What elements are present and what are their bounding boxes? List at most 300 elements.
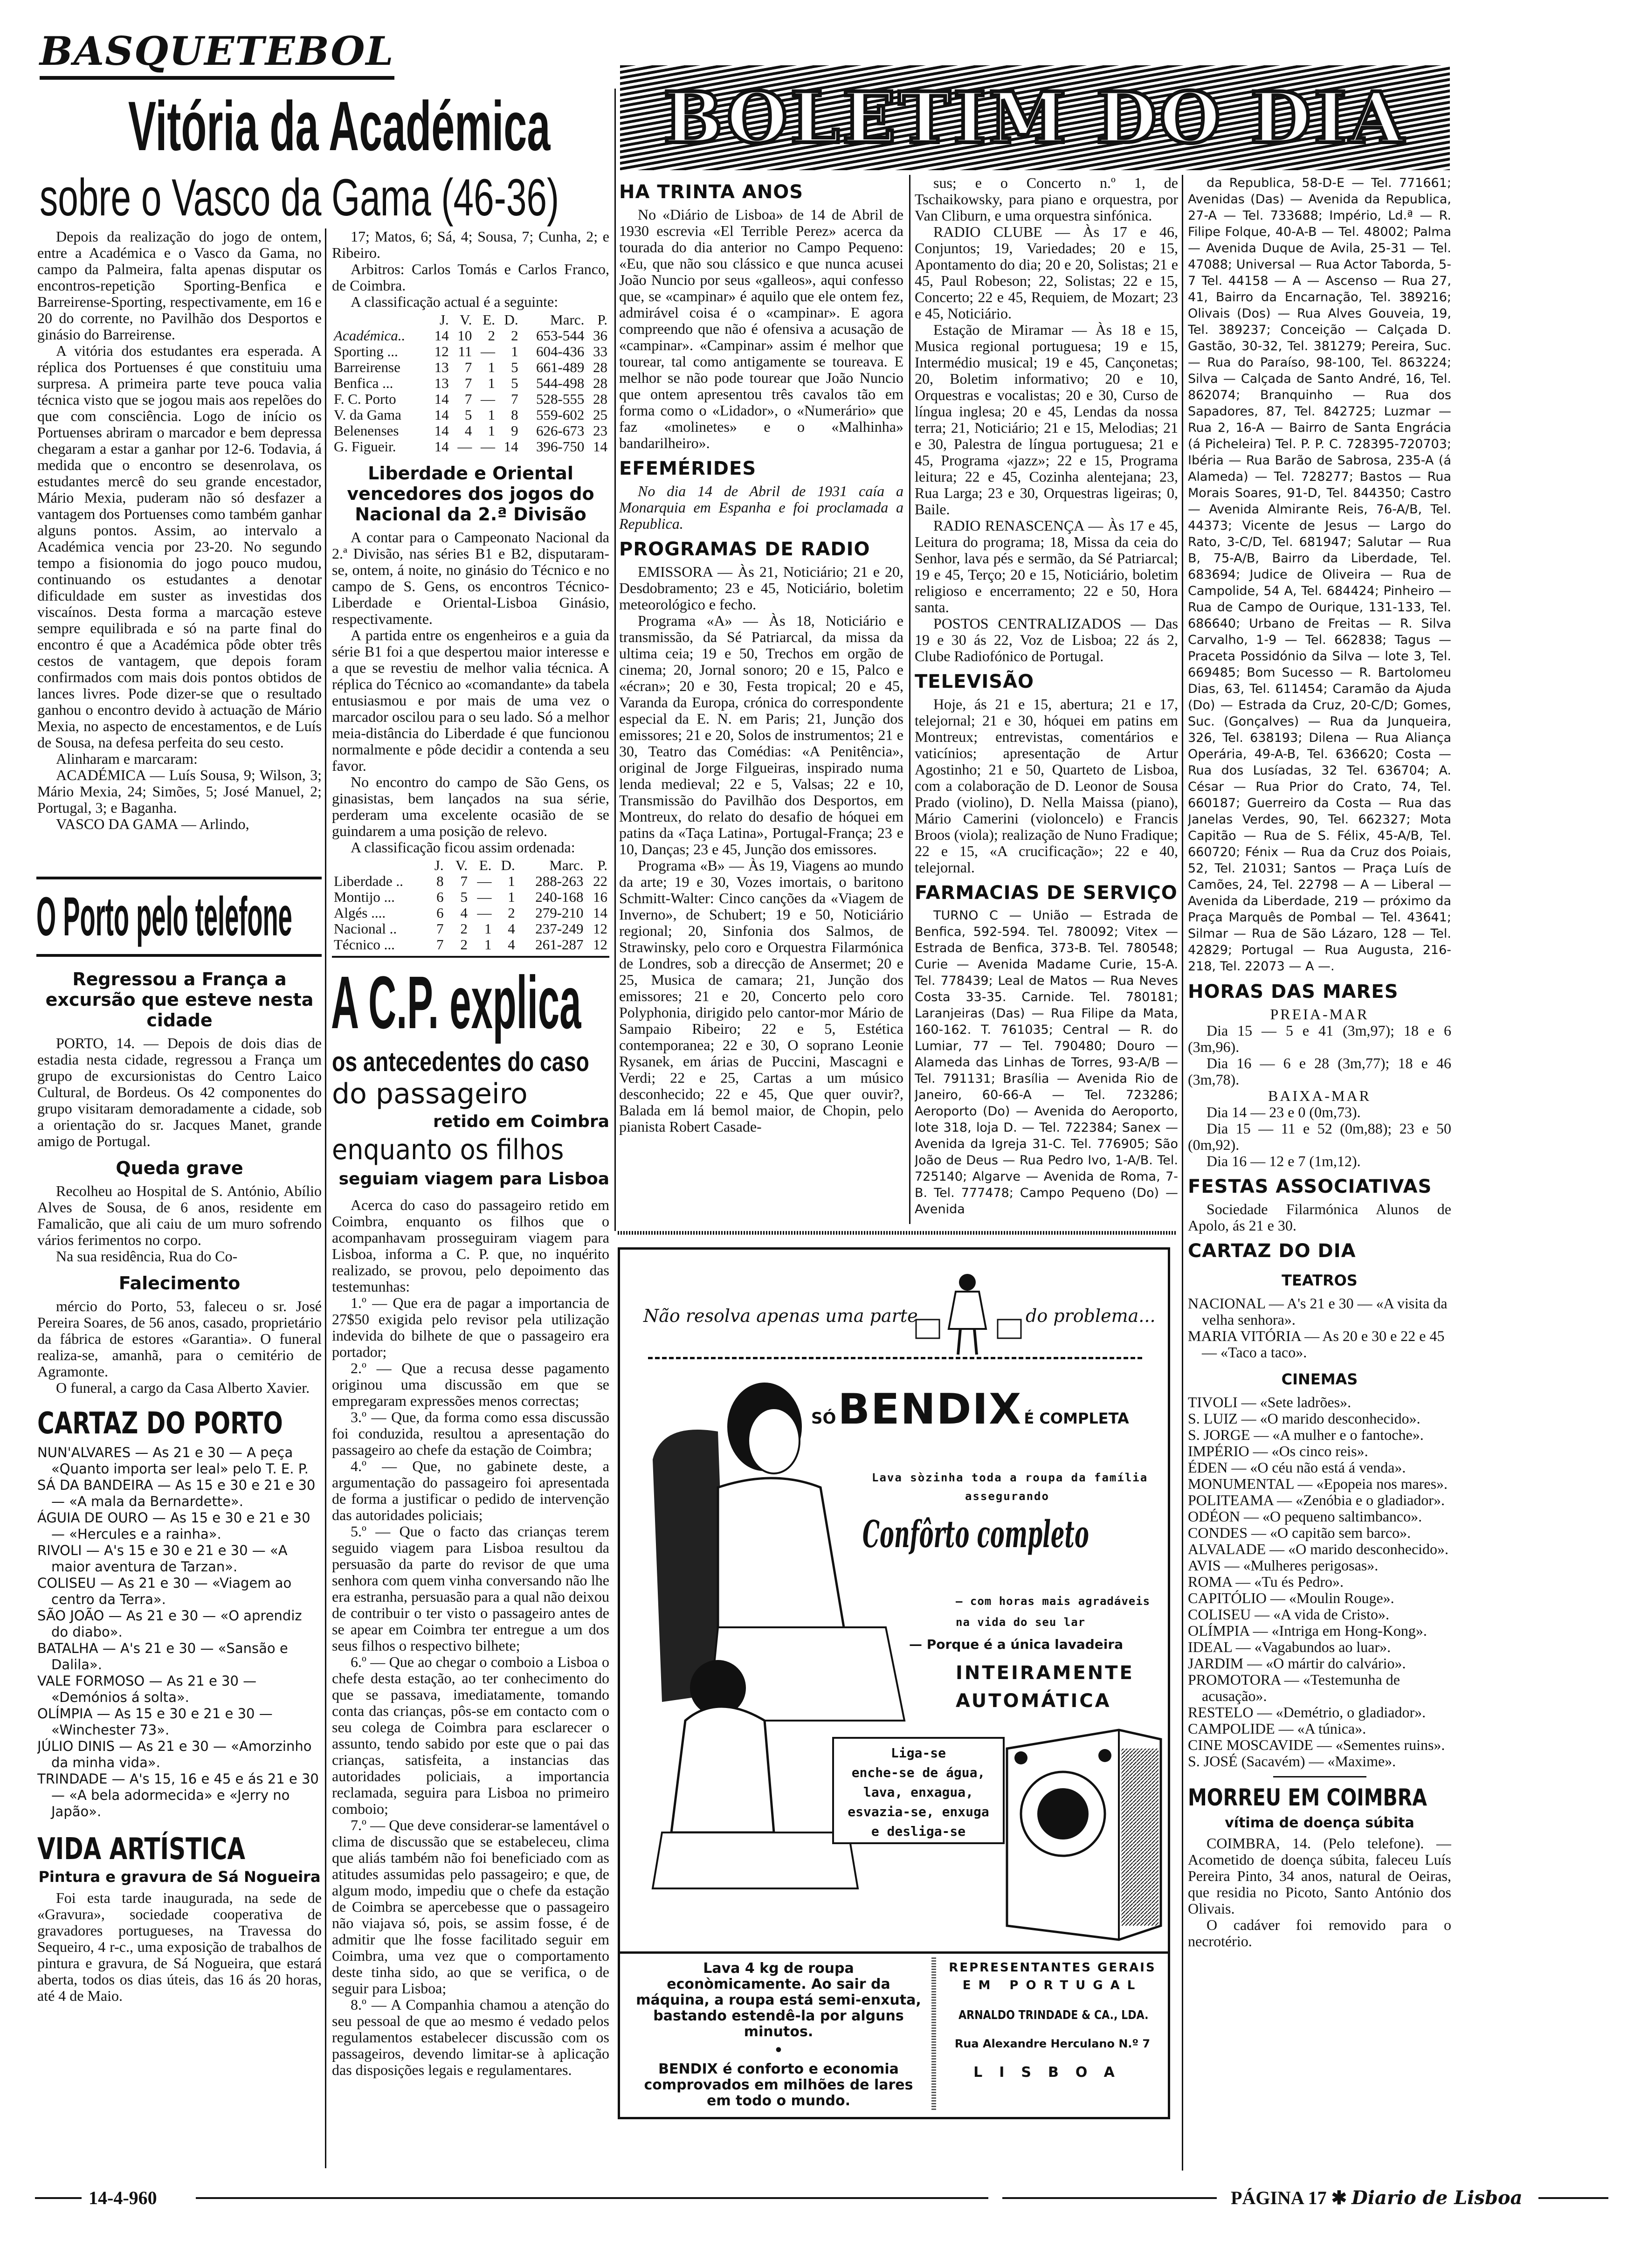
table-cell: 14 — [434, 422, 449, 439]
table-cell: 240-168 — [535, 889, 584, 905]
ad-company: ARNALDO TRINDADE & CA., LDA. — [958, 2008, 1149, 2022]
table-cell: 544-498 — [536, 375, 585, 391]
listing-entry: RIVOLI — A's 15 e 30 e 21 e 30 — «A maior aventura de Tarzan». — [37, 1542, 288, 1575]
table-cell: 2 — [508, 905, 515, 921]
paragraph: ACADÉMICA — Luís Sousa, 9; Wilson, 3; Mário Mexia, 24; Simões, 5; José Manuel, 2; Portugal, 3; e Baganha. — [37, 767, 322, 816]
paragraph: EMISSORA — Às 21, Noticiário; 21 e 20, Desdobramento; 23 e 45, Noticiário, boletim meteorológico e fecho. — [619, 563, 903, 613]
headline: Vitória da Académica — [128, 87, 551, 165]
table-cell: 653-544 — [536, 327, 585, 344]
standings-table — [332, 312, 609, 455]
ad-text: EM PORTUGAL — [962, 1978, 1143, 1992]
table-cell: 604-436 — [536, 343, 585, 360]
listing-entry: ÁGUIA DE OURO — As 15 e 30 e 21 e 30 — «Hercules e a rainha». — [37, 1510, 310, 1542]
ad-complete: É COMPLETA — [1024, 1410, 1129, 1427]
ad-divider — [620, 1951, 1168, 1954]
listing-entry: ALVALADE — «O marido desconhecido». — [1188, 1541, 1449, 1557]
listing-entry: BATALHA — A's 21 e 30 — «Sansão e Dalila». — [37, 1640, 288, 1673]
table-cell: F. C. Porto — [334, 391, 396, 407]
table-cell: 33 — [593, 343, 607, 360]
table-row — [332, 905, 609, 921]
footer-date: 14-4-960 — [89, 2187, 157, 2208]
table-row — [332, 391, 609, 407]
table-cell: Sporting ... — [334, 343, 398, 360]
ad-address: Rua Alexandre Herculano N.º 7 — [954, 2037, 1151, 2050]
listing-entry: SÁ DA BANDEIRA — As 15 e 30 e 21 e 30 — «A mala da Bernardette». — [37, 1477, 316, 1509]
table-cell: 1 — [484, 936, 492, 951]
paragraph: Alinharam e marcaram: — [56, 750, 198, 767]
table-cell: Benfica ... — [334, 375, 393, 391]
table-cell: V. da Gama — [334, 407, 401, 423]
porto-column — [37, 961, 322, 2173]
paragraph: A contar para o Campeonato Nacional da 2.ª Divisão, nas séries B1 e B2, disputaram-se, ontem, á noite, no ginásio do Técnico e no campo de S. Gens, os encontros Técnico-Liberdade e Oriental-Lisboa Ginásio, respectivamente. — [332, 529, 609, 627]
text-block — [37, 1445, 322, 1820]
table-cell: 5 — [511, 359, 518, 375]
listing-entry: PROMOTORA — «Testemunha de acusação». — [1188, 1671, 1400, 1704]
table-row — [332, 921, 609, 937]
divider — [1273, 1776, 1366, 1777]
standings-table — [332, 857, 609, 951]
paragraph: O funeral, a cargo da Casa Alberto Xavier. — [56, 1379, 310, 1396]
paragraph: Recolheu ao Hospital de S. António, Abílio Alves de Sousa, de 6 anos, residente em Famalicão, que ali caiu de um muro sofrendo vários ferimentos no corpo. — [37, 1182, 322, 1248]
table-cell: 12 — [593, 936, 607, 951]
paragraph: sus; e o Concerto n.º 1, de Tschaikowsky, para piano e orquestra, por Van Cliburn, e uma orquestra sinfónica. — [915, 175, 1178, 224]
listing-entry: CAPITÓLIO — «Moulin Rouge». — [1188, 1590, 1394, 1606]
paragraph: 4.º — Que, no gabinete deste, a argumentação do passageiro foi apresentada de forma a justificar o pedido de intervenção das autoridades policiais; — [332, 1458, 609, 1523]
listing-entry: S. JOSÉ (Sacavém) — «Maxime». — [1188, 1753, 1396, 1770]
ad-divider — [648, 1357, 1142, 1359]
listing-entry: VALE FORMOSO — As 21 e 30 — «Demónios á solta». — [37, 1673, 257, 1705]
table-row — [332, 328, 609, 344]
paragraph: No dia 14 de Abril de 1931 caía a Monarquia em Espanha e foi proclamada a Republica. — [619, 483, 903, 532]
table-cell: 14 — [434, 407, 449, 423]
paragraph: enche-se de água, — [851, 1765, 986, 1780]
table-cell: 661-489 — [536, 359, 585, 375]
table-cell: 6 — [436, 905, 444, 921]
section-title: EFEMÉRIDES — [619, 458, 757, 479]
listing-entry: NACIONAL — A's 21 e 30 — «A visita da velha senhora». — [1188, 1295, 1448, 1328]
listing-entry: IDEAL — «Vagabundos ao luar». — [1188, 1639, 1391, 1655]
paragraph: A classificação actual é a seguinte: — [351, 293, 558, 310]
text-block — [332, 1197, 609, 2078]
table-cell: 288-263 — [535, 873, 584, 889]
table-header-row — [332, 312, 609, 328]
table-cell: 1 — [488, 375, 496, 391]
paragraph: VASCO DA GAMA — Arlindo, — [56, 816, 249, 832]
text-block — [332, 529, 609, 856]
table-cell: 7 — [464, 359, 472, 375]
listing-entry: POLITEAMA — «Zenóbia e o gladiador». — [1188, 1492, 1445, 1508]
text-block — [1188, 1201, 1451, 1234]
column-header — [332, 857, 428, 873]
ad-text: Lava 4 kg de roupa econòmicamente. Ao sair da máquina, a roupa está semi-enxuta, bastando estendê-la por alguns minutos. — [636, 1960, 921, 2040]
column-header: J. — [434, 857, 444, 873]
table-row — [332, 344, 609, 360]
footer-rule — [1002, 2197, 1217, 2199]
table-cell: 8 — [436, 873, 444, 889]
table-cell: 2 — [460, 936, 468, 951]
paragraph: Sociedade Filarmónica Alunos de Apolo, ás 21 e 30. — [1188, 1201, 1451, 1234]
text-block — [619, 207, 903, 451]
paragraph: Arbitros: Carlos Tomás e Carlos Franco, de Coimbra. — [332, 261, 609, 294]
ad-tagline: Não resolva apenas uma parte — [643, 1306, 918, 1326]
porto-banner — [36, 877, 322, 957]
boletim-banner — [620, 65, 1450, 170]
subhead: CINEMAS — [1281, 1370, 1358, 1388]
listing-entry: TRINDADE — A's 15, 16 e 45 e ás 21 e 30 — «A bela adormecida» e «Jerry no Japão». — [37, 1771, 319, 1819]
table-cell: 626-673 — [536, 422, 585, 439]
footer-rule — [35, 2197, 82, 2199]
section-title: HA TRINTA ANOS — [619, 181, 804, 203]
table-cell: 4 — [464, 422, 472, 439]
listing-entry: CINE MOSCAVIDE — «Sementes ruins». — [1188, 1736, 1445, 1753]
table-cell: 14 — [434, 327, 449, 344]
table-cell: — — [477, 889, 492, 905]
section-title: FESTAS ASSOCIATIVAS — [1188, 1176, 1432, 1197]
text-block — [1188, 1394, 1451, 1770]
paragraph: 8.º — A Companhia chamou a atenção do seu pessoal de que ao mesmo é vedado pelos regulamentos estabelecer discussão com os passageiros, devendo limitar-se à aplicação das disposições legais e regulamentares. — [332, 1996, 609, 2078]
footer-page — [1231, 2187, 1523, 2209]
page-number: PÁGINA 17 — [1231, 2187, 1327, 2208]
porto-title: O Porto pelo telefone — [36, 886, 292, 947]
boletim-col3 — [1188, 175, 1451, 2173]
section-title: FARMACIAS DE SERVIÇO — [915, 882, 1178, 904]
column-header: Marc. — [550, 311, 585, 328]
table-cell: 1 — [488, 407, 496, 423]
star-icon: ✱ — [1331, 2187, 1352, 2208]
ad-script-slogan: Confôrto completo — [862, 1512, 1089, 1556]
paragraph: PORTO, 14. — Depois de dois dias de estadia nesta cidade, regressou a França um grupo de excursionistas do Centro Laico Cultural, de Bordeus. Os 42 componentes do grupo visitaram demoradamente a cidade, sob a orientação do sr. Jacques Manet, grande amigo de Portugal. — [37, 1035, 322, 1149]
paragraph: 5.º — Que o facto das crianças terem seguido viagem para Lisboa resultou da persuasão da parte do revisor de que uma senhora com quem vinha conversando não lhe era estranha, persuasão para a qual não deixou de contribuir o ter visto o passageiro antes de se apear em Coimbra ter entregue a um dos seus filhos o respectivo bilhete; — [332, 1523, 609, 1654]
paragraph: Dia 16 — 6 e 28 (3m,77); 18 e 46 (3m,78). — [1188, 1055, 1451, 1088]
paragraph: Na sua residência, Rua do Co- — [56, 1248, 238, 1265]
subhead: vítima de doença súbita — [1225, 1815, 1414, 1831]
ad-tagline: do problema... — [1026, 1306, 1156, 1326]
table-cell: 9 — [511, 422, 518, 439]
table-cell: Académica.. — [334, 327, 406, 344]
paragraph: Estação de Miramar — Às 18 e 15, Musica regional portuguesa; 19 e 15, Intermédio musical; 19 e 45, Cançonetas; 20, Boletim informativo; 20 e 10, Orquestras e vocalistas; 20 e 30, Curso de língua inglesa; 20 e 45, Lendas da nossa terra; 21, Noticiário; 21 e 15, Melodias; 21 e 30, Palestra de língua portuguesa; 21 e 45, Programa «jazz»; 22 e 15, Programa leitura; 22 e 45, Cozinha alentejana; 23, Rua Larga; 23 e 30, Orquestras ligeiras; 0, Baile. — [915, 321, 1178, 518]
ad-text: BENDIX é conforto e economia comprovados em milhões de lares em todo o mundo. — [644, 2061, 913, 2109]
table-cell: 1 — [508, 873, 515, 889]
listing-entry: JARDIM — «O mártir do calvário». — [1188, 1655, 1406, 1672]
paragraph: POSTOS CENTRALIZADOS — Das 19 e 30 ás 22, Voz de Lisboa; 22 ás 2, Clube Radiofónico de Portugal. — [915, 615, 1178, 664]
column-header: Marc. — [549, 857, 584, 873]
table-cell: 2 — [460, 920, 468, 937]
cp-deck: do passageiro — [332, 1078, 528, 1110]
column-header: P. — [597, 311, 607, 328]
cp-deck: seguiam viagem para Lisboa — [338, 1169, 609, 1189]
table-cell: 4 — [460, 905, 468, 921]
subhead: TEATROS — [1282, 1272, 1358, 1289]
subhead: Pintura e gravura de Sá Nogueira — [38, 1868, 321, 1886]
paragraph: 7.º — Que deve considerar-se lamentável o clima de discussão que se estabeleceu, clima que aliás também não foi beneficiado com as atitudes assumidas pelo passageiro; e que, de algum modo, impediu que o chefe da estação de Coimbra se apercebesse que o passageiro não viajava só, pois, se assim fosse, é de admitir que lhe fosse facilitado seguir em Coimbra, uma vez que o comportamento deste tinha sido, ao que se verifica, o de seguir para Lisboa; — [332, 1817, 609, 1997]
table-cell: 6 — [436, 889, 444, 905]
footer-rule — [1538, 2197, 1608, 2199]
paragraph: O cadáver foi removido para o necrotério. — [1188, 1916, 1451, 1950]
column-header: D. — [501, 857, 515, 873]
table-cell: — — [481, 343, 496, 360]
paragraph: Hoje, ás 21 e 15, abertura; 21 e 17, telejornal; 21 e 30, hóquei em patins em Montreux; entrevistas, comentários e vaticínios; apresentação de Artur Agostinho; 21 e 50, Quarteto de Lisboa, com a colaboração de D. Leonor de Sousa Prado (violino), D. Nella Maissa (piano), Mário Camerini (violoncelo) e Francis Broos (viola); realização de Nuno Fradique; 22 e 15, «A crucificação»; 22 e 40, telejornal. — [915, 696, 1178, 876]
boletim-col1 — [619, 175, 903, 1224]
paragraph: Dia 16 — 12 e 7 (1m,12). — [1207, 1153, 1361, 1169]
paragraph: esvazia-se, enxuga — [848, 1804, 989, 1819]
section-title: TELEVISÃO — [915, 671, 1034, 692]
table-cell: 14 — [503, 438, 518, 455]
listing-entry: ROMA — «Tu és Pedro». — [1188, 1573, 1344, 1590]
ad-text: AUTOMÁTICA — [956, 1690, 1111, 1712]
listing-entry: ODÉON — «O pequeno saltimbanco». — [1188, 1508, 1422, 1525]
listing-entry: NUN'ALVARES — As 21 e 30 — A peça «Quanto importa ser leal» pelo T. E. P. — [37, 1445, 309, 1477]
table-cell: 5 — [511, 375, 518, 391]
column-header: P. — [597, 857, 607, 873]
column-header: V. — [460, 311, 472, 328]
table-cell: 22 — [593, 873, 607, 889]
table-cell: 7 — [464, 375, 472, 391]
paragraph: Programa «A» — Às 18, Noticiário e transmissão, da Sé Patriarcal, da missa da ultima ceia; 19 e 50, Trechos em orgão de cinema; 20, Jornal sonoro; 20 e 15, Palco e «écran»; 20 e 30, Festa tropical; 20 e 45, Varanda da Europa, crónica do correspondente especial da E. N. em Paris; 21, Junção dos emissores; 21 e 20, Solos de instrumentos; 21 e 30, Teatro das Comédias: «A Penitência», original de Jorge Filgueiras, inspirado numa lenda medieval; 22 e 5, Valsas; 22 e 10, Transmissão do Pavilhão dos Desportos, em Montreux, do relato do desafio de hóquei em patins da «Taça Latina», Portugal-França; 23 e 10, Danças; 23 e 45, Junção dos emissores. — [619, 612, 903, 857]
table-header-row — [332, 857, 609, 873]
table-cell: 12 — [593, 920, 607, 937]
table-cell: 4 — [508, 936, 515, 951]
vida-artistica-title: VIDA ARTÍSTICA — [37, 1832, 245, 1867]
table-cell: 2 — [488, 327, 496, 344]
ad-company-wrap — [942, 2008, 1163, 2022]
table-cell: 28 — [593, 359, 607, 375]
ad-divider — [931, 1956, 936, 2110]
text-block — [915, 696, 1178, 876]
table-row — [332, 360, 609, 375]
subheadline: sobre o Vasco da Gama (46-36) — [40, 168, 559, 227]
tides-subtitle: PREIA-MAR — [1270, 1006, 1369, 1023]
table-cell: 261-287 — [535, 936, 584, 951]
table-cell: Barreirense — [334, 359, 400, 375]
paragraph: Dia 15 — 5 e 41 (3m,97); 18 e 6 (3m,96). — [1188, 1022, 1451, 1055]
table-row — [332, 937, 609, 951]
table-row — [332, 407, 609, 423]
text-block — [37, 1035, 322, 1149]
text-block — [915, 907, 1178, 1217]
boletim-title: BOLETIM DO DIA — [663, 76, 1407, 159]
column-header: E. — [483, 311, 496, 328]
table-cell: 14 — [434, 438, 449, 455]
listing-entry: OLÍMPIA — «Intriga em Hong-Kong». — [1188, 1622, 1427, 1639]
paragraph: Acerca do caso do passageiro retido em Coimbra, enquanto os filhos que o acompanhavam prosseguiram viagem para Lisboa, informa a C. P. que, no inquérito realizado, se provou, pelo depoimento das testemunhas: — [332, 1196, 609, 1295]
masthead-logo: Diario de Lisboa — [1351, 2187, 1523, 2209]
listing-entry: S. JORGE — «A mulher e o fantoche». — [1188, 1426, 1424, 1443]
listing-entry: SÃO JOÃO — As 21 e 30 — «O aprendiz do diabo». — [37, 1608, 302, 1640]
table-cell: Nacional .. — [334, 920, 397, 937]
listing-entry: TIVOLI — «Sete ladrões». — [1188, 1394, 1351, 1411]
ad-text: Lava sòzinha toda a roupa da família — [872, 1471, 1148, 1484]
couple-illustration — [911, 1264, 1023, 1357]
table-cell: 16 — [593, 889, 607, 905]
table-cell: 25 — [593, 407, 607, 423]
table-cell: 279-210 — [535, 905, 584, 921]
ad-representatives — [942, 1961, 1163, 2081]
text-block — [619, 483, 903, 532]
column-header: J. — [439, 311, 449, 328]
paragraph: Foi esta tarde inaugurada, na sede de «Gravura», sociedade cooperativa de gravadores portugueses, na Travessa do Sequeiro, 4 r-c., uma exposição de trabalhos de pintura e gravura, de Sá Nogueira, que estará aberta, todos os dias úteis, das 16 ás 20 horas, até 4 de Maio. — [37, 1889, 322, 2004]
listing-entry: MONUMENTAL — «Epopeia nos mares». — [1188, 1475, 1448, 1492]
text-block — [1188, 1023, 1451, 1088]
washing-machine-illustration — [1002, 1721, 1165, 1944]
paragraph: No encontro do campo de São Gens, os ginasistas, bem lançados na sua série, perderam uma excelente ocasião de se guindarem a uma posição de relevo. — [332, 774, 609, 839]
ad-city: LISBOA — [973, 2064, 1131, 2081]
table-cell: 7 — [460, 873, 468, 889]
text-block — [1188, 1295, 1451, 1361]
table-cell: Belenenses — [334, 422, 399, 439]
column-header: E. — [479, 857, 492, 873]
table-cell: Montijo ... — [334, 889, 395, 905]
table-cell: 528-555 — [536, 391, 585, 407]
table-cell: 1 — [508, 889, 515, 905]
listing-entry: CONDES — «O capitão sem barco». — [1188, 1524, 1411, 1541]
table-cell: 7 — [436, 920, 444, 937]
table-row — [332, 889, 609, 905]
paragraph: da Republica, 58-D-E — Tel. 771661; Avenidas (Das) — Avenida da Republica, 27-A — Tel. 733688; Império, Ld.ª — R. Filipe Folque, 40-A-B — Tel. 48002; Palma — Avenida Duque de Avila, 25-31 — Tel. 47088; Universal — Rua Actor Taborda, 5-7 Tel. 44158 — A — Ascenso — Rua 27, 41, Bairro da Encarnação, Tel. 389216; Olivais (Dos) — Rua Alves Gouveia, 19, Tel. 389237; Conceição — Calçada D. Gastão, 30-32, Tel. 381279; Pereira, Suc. — Rua do Paraíso, 98-100, Tel. 863224; Silva — Calçada de Santo André, 16, Tel. 862074; Branquinho — Rua dos Sapadores, 87, Tel. 842725; Luzmar — Rua 2, 16-A — Bairro de Santa Engrácia (á Picheleira) Tel. P. P. C. 728395-720703; Ibéria — Rua Barão de Sabrosa, 235-A (á Alameda) — Tel. 728277; Bastos — Rua Morais Soares, 91-D, Tel. 844350; Castro — Avenida Almirante Reis, 76-A/B, Tel. 44373; Vicente de Jesus — Largo do Rato, 3-C/D, Tel. 681947; Salutar — Rua B, 75-A/B, Bairro da Liberdade, Tel. 683694; Judice de Oliveira — Rua de Campolide, 54 A, Tel. 684424; Pinheiro — Rua de Campo de Ourique, 131-133, Tel. 686640; Urbano de Freitas — R. Silva Carvalho, 1-9 — Tel. 662838; Tagus — Praceta Possidónio da Silva — lote 3, Tel. 669485; Bom Sucesso — R. Bartolomeu Dias, 63, Tel. 611454; Caramão da Ajuda (Do) — Estrada da Cruz, 20-C/D; Gomes, Suc. (Gonçalves) — Rua da Junqueira, 326, Tel. 638193; Dilena — Rua Aliança Operária, 49-A-B, Tel. 636620; Costa — Rua dos Lusíadas, 32 Tel. 636704; A. César — Rua Prior do Crato, 74, Tel. 660187; Guerreiro da Costa — Rua das Janelas Verdes, 90, Tel. 662327; Mota Capitão — Rua de S. Félix, 45-A/B, Tel. 660720; Fénix — Rua da Cruz dos Poiais, 52, Tel. 21031; Santos — Praça Luís de Camões, 24, Tel. 22798 — A — Liberal — Avenida da Liberdade, 219 — próximo da Praça Marquês de Pombal — Tel. 43641; Silmar — Rua de São Lázaro, 128 — Tel. 42829; Portugal — Rua Augusta, 216-218, Tel. 22073 — A —. — [1188, 176, 1451, 974]
ad-rule — [618, 1231, 1177, 1235]
basketball-article-col2 — [332, 228, 609, 951]
listing-entry: RESTELO — «Demétrio, o gladiador». — [1188, 1704, 1426, 1721]
text-block — [619, 564, 903, 1135]
cp-deck: retido em Coimbra — [433, 1112, 609, 1131]
paragraph: Liga-se — [890, 1745, 946, 1761]
column-rule — [325, 228, 326, 2168]
paragraph: Dia 14 — 23 e 0 (0m,73). — [1207, 1104, 1361, 1120]
table-row — [332, 375, 609, 391]
subhead: Regressou a França a excursão que esteve nesta cidade — [45, 969, 314, 1030]
text-block — [915, 175, 1178, 664]
table-cell: 1 — [488, 422, 496, 439]
table-cell: 7 — [464, 391, 472, 407]
paragraph: RADIO CLUBE — Às 17 e 46, Conjuntos; 19, Variedades; 20 e 15, Apontamento do dia; 20 e 20, Solistas; 21 e 45, Paul Robeson; 22, Solistas; 22 e 15, Concerto; 22 e 45, Requiem, de Mozart; 23 e 45, Noticiário. — [915, 223, 1178, 322]
table-cell: 4 — [508, 920, 515, 937]
table-cell: — — [481, 391, 496, 407]
paragraph: e desliga-se — [871, 1824, 966, 1839]
paragraph: A vitória dos estudantes era esperada. A réplica dos Portuenses é que constituiu uma surpresa. A primeira parte teve pouca valia técnica visto que se jogou mais aos repelões do que com consciência. Logo de início os Portuenses abriram o marcador e bem depressa chegaram a estar a ganhar por 12-6. Todavia, á medida que o encontro se desenrolava, os estudantes mercê do seu grande encestador, Mário Mexia, puderam não só desfazer a vantagem dos Portuenses como também ganhar alguns pontos. Assim, ao intervalo a Académica vencia por 23-20. No segundo tempo a fisionomia do jogo pouco mudou, continuando os estudantes a denotar dificuldade em suster as investidas dos viscaínos. Desta forma a marcação esteve sempre equilibrada e só na parte final do encontro é que a Académica pôde obter três cestos de vantagem, que depois foram confirmados com mais dois pontos obtidos de lances livres. Pode dizer-se que o resultado ganhou o encontro devido à actuação de Mário Mexia, no aspecto de encestamentos, e de Luís de Sousa, na defesa perfeita do seu cesto. — [37, 342, 322, 751]
table-cell: 1 — [511, 343, 518, 360]
paragraph: Depois da realização do jogo de ontem, entre a Académica e o Vasco da Gama, no campo da Palmeira, falta apenas disputar os encontros-repetição Sporting-Benfica e Barreirense-Sporting, respectivamente, em 16 e 20 do corrente, no Pavilhão dos Desportos e ginásio do Barreirense. — [37, 228, 322, 343]
table-cell: — — [477, 905, 492, 921]
boletim-col2 — [915, 175, 1178, 1224]
text-block — [834, 1743, 1003, 1841]
table-cell: Técnico ... — [334, 936, 395, 951]
table-cell: — — [457, 438, 472, 455]
ad-text: — Porque é a única lavadeira — [909, 1637, 1124, 1652]
column-header: D. — [504, 311, 518, 328]
paragraph: Programa «B» — Às 19, Viagens ao mundo da arte; 19 e 30, Vozes imortais, o baritono Schmitt-Walter: Cinco canções da «Viagem de Inverno», de Schubert; 19 e 50, Noticiário regional; 20, Sinfonia dos Salmos, de Strawinsky, pelo coro e Orquestra Filarmónica de Londres, sob a direcção de Ansermet; 20 e 25, Musica de camara; 21, Junção dos emissores; 21 e 20, Concerto pelo coro Polyphonia, dirigido pelo cantor-mor Mário de Sampaio Ribeiro; 22 e 5, Estética contemporanea; 22 e 30, O soprano Leonie Rysanek, em árias de Puccini, Mascagni e Verdi; 22 e 25, Cartas a um músico desconhecido; 22 e 45, Que quer ouvir?, Balada em lá bemol maior, de Chopin, pelo pianista Robert Casade- — [619, 857, 903, 1135]
paragraph: 2.º — Que a recusa desse pagamento originou uma discussão em que se empregaram expressões menos correctas; — [332, 1360, 609, 1409]
basketball-article-col1 — [37, 228, 322, 867]
cp-headline: A C.P. explica — [331, 961, 581, 1044]
footer-rule — [196, 2197, 988, 2199]
table-cell: 559-602 — [536, 407, 585, 423]
table-cell: 5 — [464, 407, 472, 423]
text-block — [37, 1183, 322, 1265]
paragraph: lava, enxagua, — [863, 1784, 973, 1800]
table-cell: 12 — [434, 343, 449, 360]
section-title: HORAS DAS MARES — [1188, 981, 1399, 1003]
subhead: Falecimento — [118, 1273, 241, 1293]
text-block — [1188, 175, 1451, 975]
ad-text: — com horas mais agradáveis — [956, 1595, 1151, 1608]
text-block — [37, 228, 322, 832]
paragraph: A partida entre os engenheiros e a guia da série B1 foi a que despertou maior interesse e a que se revestiu de melhor valia técnica. A réplica do Técnico ao «comandante» da tabela entusiasmou e por mais de uma vez o marcador oscilou para o seu lado. Só a melhor meia-distância do Liberdade é que funcionou normalmente e pôde decidir a contenda a seu favor. — [332, 627, 609, 774]
column-rule — [909, 175, 910, 1224]
paragraph: TURNO C — União — Estrada de Benfica, 592-594. Tel. 780092; Vitex — Estrada de Benfica, 373-B. Tel. 780548; Curie — Avenida Madame Curie, 15-A. Tel. 778439; Leal de Matos — Rua Neves Costa 33-35. Carnide. Tel. 780181; Laranjeiras (Das) — Rua Filipe da Mata, 160-162. T. 761035; Central — R. do Lumiar, 77 — Tel. 790480; Douro — Alameda das Linhas de Torres, 93-A/B — Tel. 791131; Brasília — Avenida Rio de Janeiro, 60-66-A — Tel. 723286; Aeroporto (Do) — Avenida do Aeroporto, lote 318, loja D. — Tel. 722384; Sanex — Avenida da Igreja 31-C. Tel. 776905; São João de Deus — Rua Pedro Ivo, 1-A/B. Tel. 725140; Algarve — Avenida de Roma, 7-B. Tel. 777478; Campo Pequeno (Do) — Avenida — [915, 908, 1178, 1217]
table-row — [332, 873, 609, 889]
table-cell: 1 — [488, 359, 496, 375]
table-cell: Algés .... — [334, 905, 386, 921]
table-cell: G. Figueir. — [334, 438, 396, 455]
ad-headline — [811, 1385, 1129, 1447]
section-title: PROGRAMAS DE RADIO — [619, 539, 870, 560]
ad-text: assegurando — [965, 1490, 1049, 1503]
divider — [332, 956, 609, 958]
cp-deck: os antecedentes do caso — [332, 1047, 589, 1077]
paragraph: 6.º — Que ao chegar o comboio a Lisboa o chefe desta estação, ao ter conhecimento do que se passava, imediatamente, tomando conta das crianças, pôs-se em contacto com o seu colega de Coimbra para esclarecer o assunto, tendo sabido por este que o pai das crianças, satisfeita, a instancias das autoridades policiais, a importancia reclamada, seguira para Lisboa no primeiro comboio; — [332, 1653, 609, 1817]
section-kicker: BASQUETEBOL — [40, 28, 394, 80]
table-cell: 28 — [593, 391, 607, 407]
section-title: MORREU EM COIMBRA — [1188, 1784, 1427, 1811]
ad-steps-box — [832, 1737, 1005, 1844]
cartaz-porto-title: CARTAZ DO PORTO — [37, 1406, 283, 1441]
table-cell: Liberdade .. — [334, 873, 403, 889]
table-cell: 237-249 — [535, 920, 584, 937]
table-row — [332, 423, 609, 439]
table-cell: 7 — [436, 936, 444, 951]
subhead: Queda grave — [116, 1158, 243, 1178]
text-block — [37, 1890, 322, 2004]
text-block — [37, 1298, 322, 1396]
listing-entry: IMPÉRIO — «Os cinco reis». — [1188, 1443, 1368, 1459]
table-cell: 5 — [460, 889, 468, 905]
paragraph: mércio do Porto, 53, faleceu o sr. José Pereira Soares, de 56 anos, casado, proprietário da fábrica de estores «Garantia». O funeral realiza-se, amanhã, para o cemitério de Agramonte. — [37, 1298, 322, 1380]
ad-so: SÓ — [811, 1409, 836, 1428]
listing-entry: JÚLIO DINIS — As 21 e 30 — «Amorzinho da minha vida». — [37, 1738, 312, 1770]
paragraph: COIMBRA, 14. (Pelo telefone). — Acometido de doença súbita, faleceu Luís Pereira Pinto, 34 anos, natural de Oeiras, que residia no Picoto, Santo António dos Olivais. — [1188, 1835, 1451, 1917]
subhead: Liberdade e Oriental vencedores dos jogos do Nacional da 2.ª Divisão — [347, 463, 594, 525]
section-title: CARTAZ DO DIA — [1188, 1240, 1356, 1262]
table-cell: — — [477, 873, 492, 889]
table-cell: 13 — [434, 375, 449, 391]
table-cell: 396-750 — [536, 438, 585, 455]
column-header — [332, 312, 427, 328]
text-block — [332, 228, 609, 310]
listing-entry: COLISEU — «A vida de Cristo». — [1188, 1606, 1389, 1623]
tides-subtitle: BAIXA-MAR — [1268, 1087, 1371, 1104]
table-cell: 7 — [511, 391, 518, 407]
table-cell: 2 — [511, 327, 518, 344]
paragraph: 17; Matos, 6; Sá, 4; Sousa, 7; Cunha, 2; e Ribeiro. — [332, 228, 609, 261]
table-cell: 23 — [593, 422, 607, 439]
table-cell: 14 — [434, 391, 449, 407]
paragraph: No «Diário de Lisboa» de 14 de Abril de 1930 escrevia «El Terrible Perez» acerca da tourada do dia anterior no Campo Pequeno: «Eu, que não sou clássico e que nunca acusei João Nuncio por seus «galleos», aqui confesso que, se «campinar» é aquilo que ele ontem fez, admirável coisa é o «campinar». E agora compreendo que não é ofensiva a acusação de «campinar». «Campinar» assim é melhor que tourear, tal como antigamente se toureava. E melhor se não pode tourear que João Nuncio que ontem apresentou três cavalos tão em forma como o «Lidador», o «Numerário» que faz «molinetes» e o «Malhinha» bandarilheiro». — [619, 206, 903, 451]
bendix-advertisement[interactable] — [618, 1247, 1170, 2119]
listing-entry: COLISEU — As 21 e 30 — «Viagem ao centro da Terra». — [37, 1575, 292, 1607]
paragraph: 3.º — Que, da forma como essa discussão foi conduzida, resultou a apresentação do passageiro ao chefe da estação de Coimbra; — [332, 1409, 609, 1458]
listing-entry: OLÍMPIA — As 15 e 30 e 21 e 30 — «Winchester 73». — [37, 1706, 273, 1738]
listing-entry: ÉDEN — «O céu não está á venda». — [1188, 1459, 1406, 1476]
column-rule — [614, 89, 616, 1231]
ad-text: INTEIRAMENTE — [956, 1662, 1134, 1684]
table-cell: 14 — [593, 905, 607, 921]
ad-text: na vida do seu lar — [956, 1616, 1086, 1629]
listing-entry: CAMPOLIDE — «A túnica». — [1188, 1720, 1366, 1737]
paragraph: 1.º — Que era de pagar a importancia de 27$50 exigida pelo revisor pela utilização indevida do bilhete de que o passageiro era portador; — [332, 1294, 609, 1360]
paragraph: Dia 15 — 11 e 52 (0m,88); 23 e 50 (0m,92). — [1188, 1120, 1451, 1153]
column-rule — [1182, 175, 1183, 2171]
cp-article — [332, 1047, 609, 2171]
bendix-logo: BENDIX — [838, 1385, 1022, 1434]
